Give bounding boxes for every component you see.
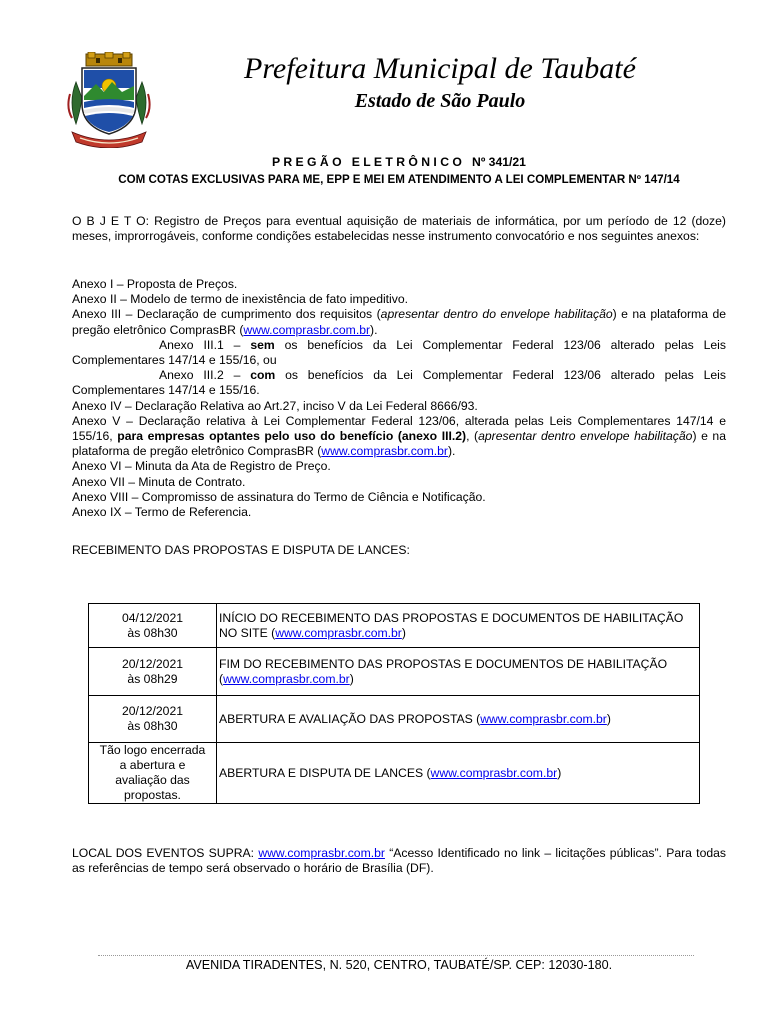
anexo-ii: Anexo II – Modelo de termo de inexistência de fato impeditivo. bbox=[72, 292, 409, 307]
table-row bbox=[89, 648, 700, 696]
schedule-date-cell bbox=[89, 696, 217, 743]
schedule-time: às 08h30 bbox=[127, 625, 178, 640]
schedule-desc-cell bbox=[217, 696, 700, 743]
header-title: Prefeitura Municipal de Taubaté bbox=[244, 52, 636, 85]
anexos-list bbox=[72, 277, 726, 520]
anexo-viii: Anexo VIII – Compromisso de assinatura do Termo de Ciência e Notificação. bbox=[72, 489, 486, 504]
anexo-iii-2-label: Anexo III.2 – bbox=[159, 368, 251, 383]
anexo-iii-text-end: ). bbox=[370, 322, 378, 337]
anexo-iii-1 bbox=[72, 338, 726, 368]
anexo-v-text-mid2: ) e na plataforma de pregão eletrônico ComprasBR ( bbox=[72, 429, 726, 459]
header-subtitle: Estado de São Paulo bbox=[354, 90, 526, 112]
schedule-desc: ABERTURA E AVALIAÇÃO DAS PROPOSTAS ( bbox=[219, 711, 481, 726]
anexo-iii-italic: apresentar dentro do envelope habilitação bbox=[380, 307, 613, 322]
anexo-iii-1-label: Anexo III.1 – bbox=[159, 337, 251, 352]
comprasbr-link[interactable]: www.comprasbr.com.br bbox=[223, 671, 350, 686]
anexo-iii-1-text: os benefícios da Lei Complementar Federal 123/06 alterado pelas Leis Complementares 147/14 e 155/16, ou bbox=[72, 337, 726, 368]
schedule-date: 20/12/2021 bbox=[122, 704, 183, 718]
lances-heading: RECEBIMENTO DAS PROPOSTAS E DISPUTA DE LANCES: bbox=[72, 543, 410, 557]
anexo-iii-2 bbox=[72, 368, 726, 398]
schedule-date-cell: Tão logo encerrada a abertura e avaliação das propostas. bbox=[89, 743, 217, 804]
schedule-desc-end: ) bbox=[349, 671, 354, 686]
comprasbr-link[interactable]: www.comprasbr.com.br bbox=[243, 322, 371, 337]
anexo-iii bbox=[72, 307, 726, 337]
schedule-desc-end: ) bbox=[401, 625, 406, 640]
schedule-time: às 08h30 bbox=[127, 719, 178, 733]
cotas-heading: COM COTAS EXCLUSIVAS PARA ME, EPP E MEI EM ATENDIMENTO A LEI COMPLEMENTAR Nº 147/14 bbox=[118, 173, 680, 186]
comprasbr-link[interactable]: www.comprasbr.com.br bbox=[275, 625, 402, 640]
schedule-date: 04/12/2021 bbox=[122, 610, 183, 625]
anexo-iii-1-bold: sem bbox=[250, 337, 275, 352]
schedule-desc: ABERTURA E DISPUTA DE LANCES ( bbox=[219, 765, 431, 780]
table-row bbox=[89, 696, 700, 743]
schedule-table bbox=[88, 603, 700, 804]
schedule-date-cell bbox=[89, 648, 217, 696]
anexo-v-text: Anexo V – Declaração relativa à Lei Complementar Federal 123/06, alterada pelas Leis Complementares 147/14 e 155/16, bbox=[72, 413, 726, 444]
schedule-desc-end: ) bbox=[557, 765, 562, 780]
objeto-paragraph: O B J E T O: Registro de Preços para eventual aquisição de materiais de informática, por um período de 12 (doze) meses, improrrogáveis, conforme condições estabelecidas nesse instrumento convocatório e nos seguintes anexos: bbox=[72, 214, 726, 244]
anexo-iii-text: Anexo III – Declaração de cumprimento dos requisitos ( bbox=[72, 307, 381, 322]
schedule-date: 20/12/2021 bbox=[122, 656, 183, 671]
anexo-iv: Anexo IV – Declaração Relativa ao Art.27, inciso V da Lei Federal 8666/93. bbox=[72, 398, 478, 413]
schedule-desc-cell bbox=[217, 648, 700, 696]
anexo-iii-text-mid: ) e na plataforma de pregão eletrônico ComprasBR ( bbox=[72, 307, 727, 337]
local-text: LOCAL DOS EVENTOS SUPRA: bbox=[72, 846, 259, 860]
coat-of-arms-logo bbox=[66, 52, 152, 148]
footer-divider bbox=[98, 955, 694, 956]
footer-address: AVENIDA TIRADENTES, N. 520, CENTRO, TAUBATÉ/SP. CEP: 12030-180. bbox=[185, 958, 613, 972]
anexo-iii-2-text: os benefícios da Lei Complementar Federal 123/06 alterado pelas Leis Complementares 147/14 e 155/16. bbox=[72, 368, 726, 398]
anexo-v-text-end: ). bbox=[447, 444, 456, 459]
schedule-desc-cell bbox=[217, 743, 700, 804]
anexo-i: Anexo I – Proposta de Preços. bbox=[72, 277, 238, 291]
comprasbr-link[interactable]: www.comprasbr.com.br bbox=[258, 846, 385, 860]
schedule-desc: INÍCIO DO RECEBIMENTO DAS PROPOSTAS E DOCUMENTOS DE HABILITAÇÃO NO SITE ( bbox=[219, 610, 684, 640]
schedule-desc: FIM DO RECEBIMENTO DAS PROPOSTAS E DOCUMENTOS DE HABILITAÇÃO ( bbox=[219, 656, 668, 686]
anexo-iii-2-bold: com bbox=[250, 368, 276, 383]
anexo-v-text-mid: , ( bbox=[466, 429, 479, 444]
schedule-desc-cell bbox=[217, 604, 700, 648]
anexo-ix: Anexo IX – Termo de Referencia. bbox=[72, 505, 252, 520]
comprasbr-link[interactable]: www.comprasbr.com.br bbox=[321, 444, 448, 459]
anexo-vi: Anexo VI – Minuta da Ata de Registro de Preço. bbox=[72, 459, 331, 474]
comprasbr-link[interactable]: www.comprasbr.com.br bbox=[480, 711, 607, 726]
anexo-v-bold: para empresas optantes pelo uso do benefício (anexo III.2) bbox=[117, 429, 467, 444]
schedule-desc-end: ) bbox=[606, 711, 611, 726]
anexo-vii: Anexo VII – Minuta de Contrato. bbox=[72, 474, 246, 489]
local-text-end: “Acesso Identificado no link – licitações públicas”. Para todas as referências de tempo será observado o horário de Brasília (DF). bbox=[72, 846, 726, 876]
local-paragraph bbox=[72, 846, 726, 876]
table-row bbox=[89, 743, 700, 804]
schedule-date-cell bbox=[89, 604, 217, 648]
anexo-v bbox=[72, 414, 726, 460]
schedule-time: às 08h29 bbox=[127, 671, 178, 686]
table-row bbox=[89, 604, 700, 648]
comprasbr-link[interactable]: www.comprasbr.com.br bbox=[430, 765, 558, 780]
anexo-v-italic: apresentar dentro envelope habilitação bbox=[478, 429, 693, 444]
pregao-heading: P R E G Ã O E L E T R Ô N I C O Nº 341/21 bbox=[272, 155, 526, 169]
